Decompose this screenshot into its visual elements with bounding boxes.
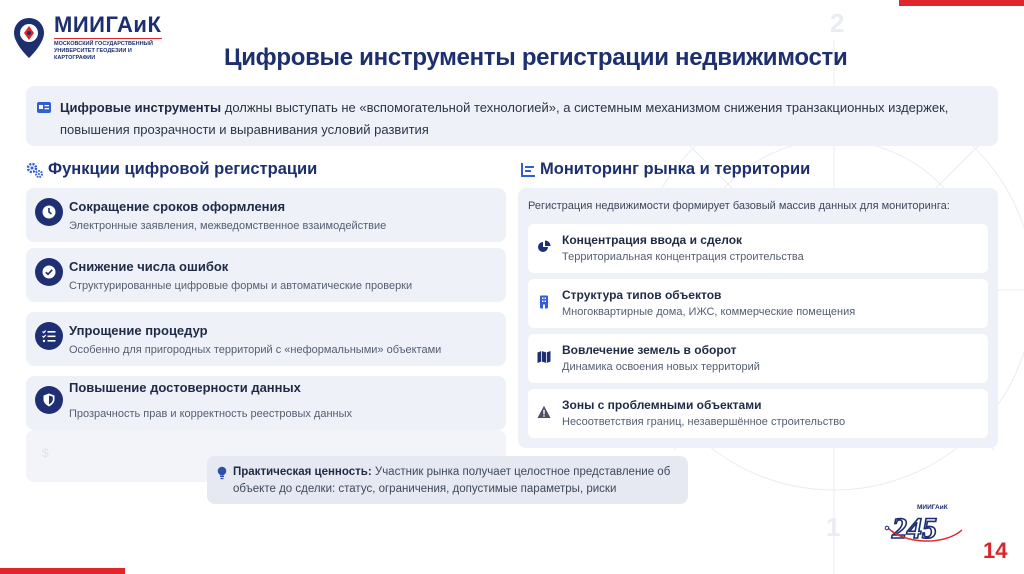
university-logo: [12, 14, 162, 62]
function-title: Снижение числа ошибок: [69, 259, 229, 274]
page-title: Цифровые инструменты регистрации недвижимости: [224, 44, 848, 71]
anniversary-number: 245: [892, 512, 937, 545]
function-card-errors: [26, 248, 506, 302]
callout-text: Участник рынка получает целостное представление об объекте до сделки: статус, ограничения, допустимые параметры, риски: [233, 466, 671, 495]
monitoring-title: Вовлечение земель в оборот: [562, 343, 737, 357]
monitoring-card-land: [528, 334, 988, 383]
callout-bold: Практическая ценность:: [233, 466, 372, 478]
checklist-icon: [35, 322, 63, 350]
monitoring-title: Зоны с проблемными объектами: [562, 398, 762, 412]
function-card-procedures: [26, 312, 506, 366]
intro-box: [26, 86, 998, 146]
intro-bold: Цифровые инструменты: [60, 100, 222, 115]
monitoring-heading-text: Мониторинг рынка и территории: [540, 160, 811, 178]
function-card-deadlines: [26, 188, 506, 242]
list-chart-icon: [520, 162, 536, 178]
monitoring-heading: [520, 160, 810, 179]
monitoring-lead: Регистрация недвижимости формирует базовый массив данных для мониторинга:: [528, 200, 950, 212]
logo-name: МИИГАиК: [54, 12, 162, 37]
monitoring-title: Концентрация ввода и сделок: [562, 233, 743, 247]
function-card-reliability: [26, 376, 506, 430]
bottom-accent-bar: [0, 568, 125, 574]
function-subtitle: Особенно для пригородных территорий с «неформальными» объектами: [69, 344, 442, 356]
function-title: Сокращение сроков оформления: [69, 199, 286, 214]
svg-text:2: 2: [830, 8, 845, 38]
check-badge-icon: [35, 258, 63, 286]
functions-heading: [26, 160, 317, 179]
warning-icon: [537, 405, 551, 419]
map-icon: [537, 350, 551, 364]
dollar-icon: $: [42, 446, 49, 460]
gears-icon: [26, 161, 44, 179]
logo-subtitle: МОСКОВСКИЙ ГОСУДАРСТВЕННЫЙ УНИВЕРСИТЕТ ГЕОДЕЗИИ И КАРТОГРАФИИ: [54, 38, 162, 62]
function-subtitle: Прозрачность прав и корректность реестровых данных: [69, 408, 353, 420]
monitoring-subtitle: Многоквартирные дома, ИЖС, коммерческие помещения: [562, 306, 856, 318]
id-card-icon: [37, 102, 51, 113]
anniversary-brand: МИИГАиК: [917, 504, 948, 511]
location-pin-emblem-icon: [12, 17, 46, 59]
lightbulb-icon: [217, 466, 227, 480]
functions-heading-text: Функции цифровой регистрации: [48, 160, 318, 178]
function-subtitle: Электронные заявления, межведомственное взаимодействие: [69, 220, 387, 232]
page-number: 14: [983, 538, 1008, 563]
function-title: Повышение достоверности данных: [69, 380, 301, 395]
monitoring-subtitle: Несоответствия границ, незавершённое строительство: [562, 416, 846, 428]
monitoring-card-structure: [528, 279, 988, 328]
monitoring-subtitle: Динамика освоения новых территорий: [562, 361, 760, 373]
monitoring-title: Структура типов объектов: [562, 288, 722, 302]
function-subtitle: Структурированные цифровые формы и автоматические проверки: [69, 280, 413, 292]
intro-text: должны выступать не «вспомогательной технологией», а системным механизмом снижения транзакционных издержек, повышения прозрачности и выравнивания условий развития: [60, 100, 949, 137]
pie-chart-icon: [537, 240, 551, 254]
clock-icon: [35, 198, 63, 226]
building-icon: [537, 295, 551, 309]
anniversary-245-logo: [884, 498, 968, 548]
shield-icon: [35, 386, 63, 414]
svg-text:1: 1: [826, 512, 841, 542]
function-title: Упрощение процедур: [69, 323, 208, 338]
monitoring-card-problem-zones: [528, 389, 988, 438]
monitoring-subtitle: Территориальная концентрация строительства: [562, 251, 804, 263]
practical-value-callout: [207, 456, 688, 504]
monitoring-card-concentration: [528, 224, 988, 273]
